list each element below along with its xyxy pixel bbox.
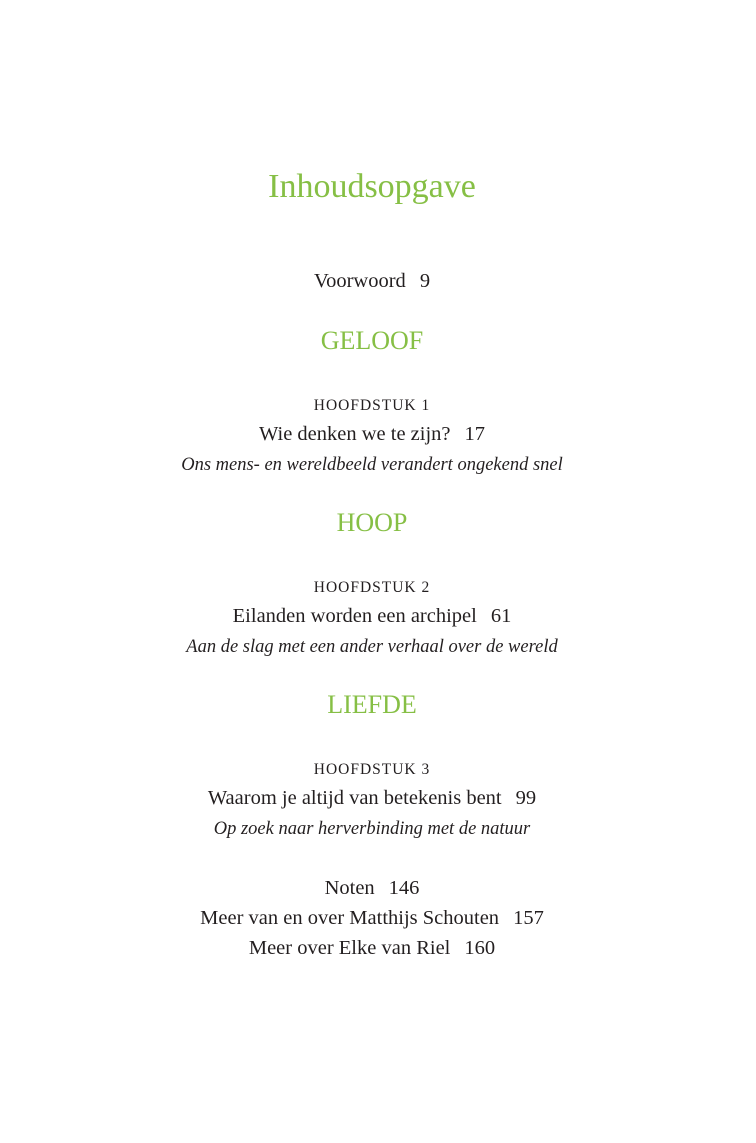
toc-entry-chapter-1[interactable] bbox=[0, 423, 744, 446]
toc-entry-label: Meer van en over Matthijs Schouten bbox=[200, 907, 500, 929]
toc-entry-page-number: 61 bbox=[490, 605, 512, 627]
toc-entry-chapter-3[interactable] bbox=[0, 787, 744, 810]
chapter-subtitle: Ons mens- en wereldbeeld verandert ongekend snel bbox=[181, 455, 563, 475]
toc-entry-page-number: 160 bbox=[464, 937, 496, 959]
toc-entry-label: Voorwoord bbox=[313, 270, 406, 292]
chapter-subtitle: Op zoek naar herverbinding met de natuur bbox=[213, 819, 531, 839]
section-heading-hoop: HOOP bbox=[336, 508, 408, 537]
toc-entry-label: Eilanden worden een archipel bbox=[232, 605, 477, 627]
toc-entry-label: Meer over Elke van Riel bbox=[248, 937, 451, 959]
section-heading-geloof: GELOOF bbox=[320, 326, 424, 355]
chapter-label: HOOFDSTUK 1 bbox=[313, 397, 431, 414]
chapter-label: HOOFDSTUK 2 bbox=[313, 579, 431, 596]
chapter-label: HOOFDSTUK 3 bbox=[313, 761, 431, 778]
toc-entry-foreword[interactable] bbox=[0, 270, 744, 293]
toc-entry-about-matthijs-schouten[interactable] bbox=[0, 907, 744, 930]
section-heading-liefde: LIEFDE bbox=[327, 690, 417, 719]
toc-entry-chapter-2[interactable] bbox=[0, 605, 744, 628]
toc-entry-label: Wie denken we te zijn? bbox=[258, 423, 451, 445]
toc-entry-page-number: 9 bbox=[419, 270, 431, 292]
toc-entry-page-number: 157 bbox=[513, 907, 544, 929]
toc-entry-page-number: 146 bbox=[388, 877, 420, 899]
toc-entry-notes[interactable] bbox=[0, 877, 744, 900]
toc-entry-label: Noten bbox=[324, 877, 375, 899]
toc-entry-page-number: 17 bbox=[464, 423, 486, 445]
page-title: Inhoudsopgave bbox=[268, 168, 476, 205]
toc-entry-page-number: 99 bbox=[515, 787, 537, 809]
toc-entry-label: Waarom je altijd van betekenis bent bbox=[207, 787, 502, 809]
chapter-subtitle: Aan de slag met een ander verhaal over de wereld bbox=[186, 637, 558, 657]
toc-entry-about-elke-van-riel[interactable] bbox=[0, 937, 744, 960]
